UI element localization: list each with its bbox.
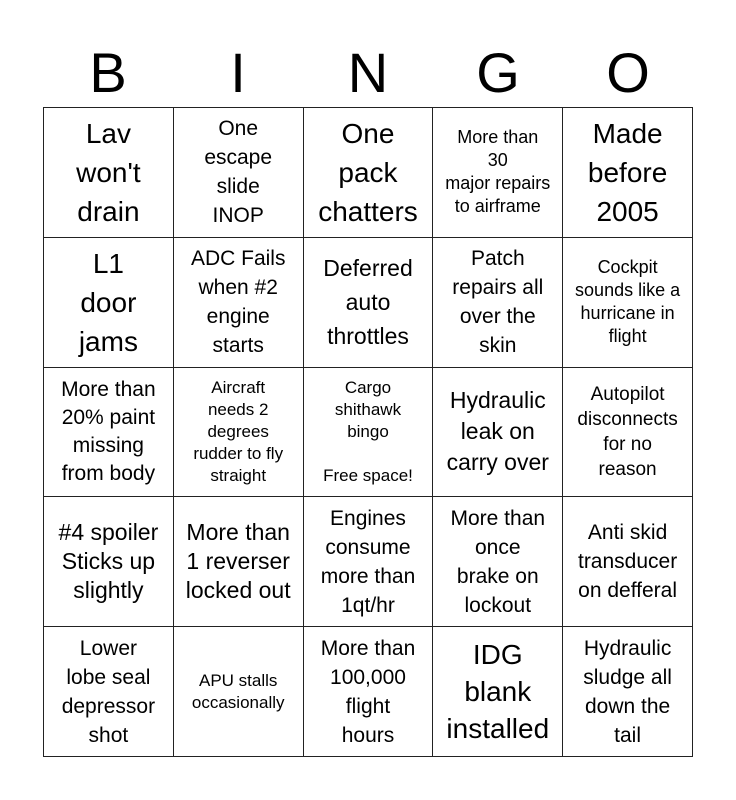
header-letter-i: I	[230, 41, 246, 104]
bingo-cell-text: Made before 2005	[587, 117, 668, 227]
bingo-cell-text: Engines consume more than 1qt/hr	[320, 506, 416, 617]
bingo-cell-text: Anti skid transducer on defferal	[577, 521, 678, 603]
bingo-cell[interactable]	[174, 238, 304, 368]
bingo-cell-text: One escape slide INOP	[204, 117, 273, 228]
bingo-cell[interactable]	[304, 108, 434, 238]
bingo-cell-text: More than 20% paint missing from body	[61, 377, 156, 485]
bingo-cell-text: Autopilot disconnects for no reason	[577, 383, 678, 480]
bingo-cell-text: Cargo shithawk bingo Free space!	[323, 377, 413, 485]
bingo-card-grid	[43, 107, 693, 757]
bingo-cell[interactable]	[304, 238, 434, 368]
bingo-cell[interactable]	[174, 497, 304, 627]
bingo-cell-text: Lower lobe seal depressor shot	[61, 636, 156, 747]
header-letter-o: O	[606, 41, 650, 104]
bingo-cell-text: APU stalls occasionally	[191, 670, 285, 712]
bingo-cell-text: More than 30 major repairs to airframe	[445, 127, 551, 217]
bingo-cell[interactable]	[304, 497, 434, 627]
bingo-cell-text: Cockpit sounds like a hurricane in flight	[575, 257, 681, 347]
bingo-cell-text: Lav won't drain	[76, 117, 141, 227]
bingo-cell[interactable]	[433, 238, 563, 368]
bingo-cell[interactable]	[44, 368, 174, 498]
bingo-cell[interactable]	[44, 497, 174, 627]
bingo-cell-text: More than once brake on lockout	[450, 506, 546, 617]
bingo-cell-text: Hydraulic sludge all down the tail	[583, 636, 672, 747]
bingo-cell-text: Aircraft needs 2 degrees rudder to fly straight	[193, 377, 284, 485]
bingo-cell[interactable]	[563, 238, 693, 368]
bingo-cell-text: More than 100,000 flight hours	[320, 636, 416, 747]
bingo-cell-text: Hydraulic leak on carry over	[446, 387, 549, 476]
bingo-cell-text: IDG blank installed	[446, 639, 550, 745]
bingo-cell-text: Deferred auto throttles	[323, 255, 413, 350]
header-letter-b: B	[89, 41, 127, 104]
bingo-cell-text: One pack chatters	[318, 117, 418, 227]
bingo-cell[interactable]	[304, 368, 434, 498]
bingo-cell[interactable]	[174, 627, 304, 757]
bingo-cell[interactable]	[44, 108, 174, 238]
bingo-cell[interactable]	[174, 368, 304, 498]
bingo-cell-text: Patch repairs all over the skin	[452, 247, 544, 358]
bingo-cell[interactable]	[44, 627, 174, 757]
bingo-cell[interactable]	[304, 627, 434, 757]
bingo-cell-text: More than 1 reverser locked out	[185, 519, 291, 604]
header-letter-g: G	[476, 41, 520, 104]
bingo-cell-text: L1 door jams	[78, 247, 138, 357]
bingo-cell[interactable]	[433, 627, 563, 757]
bingo-cell[interactable]	[433, 497, 563, 627]
bingo-cell[interactable]	[563, 497, 693, 627]
bingo-cell[interactable]	[44, 238, 174, 368]
header-letter-n: N	[347, 41, 389, 104]
bingo-cell-text: ADC Fails when #2 engine starts	[190, 247, 286, 358]
bingo-cell-text: #4 spoiler Sticks up slightly	[58, 519, 159, 604]
bingo-header	[43, 40, 693, 106]
bingo-cell[interactable]	[563, 627, 693, 757]
bingo-cell[interactable]	[433, 108, 563, 238]
bingo-cell[interactable]	[433, 368, 563, 498]
bingo-cell[interactable]	[563, 368, 693, 498]
bingo-cell[interactable]	[174, 108, 304, 238]
bingo-cell[interactable]	[563, 108, 693, 238]
